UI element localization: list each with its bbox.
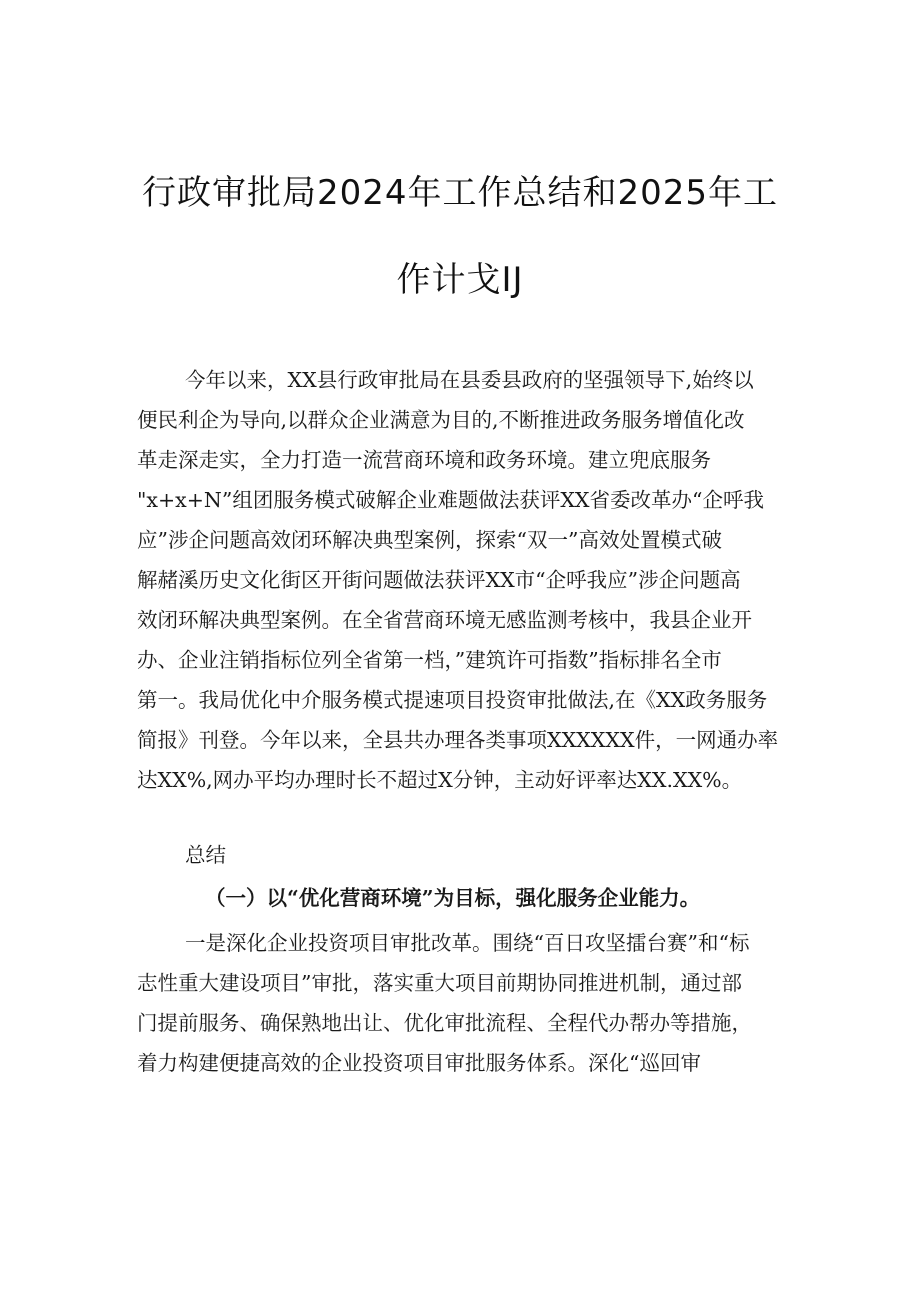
paragraph-1-line: 解赭溪历史文化街区开街问题做法获评XX市“企呼我应”涉企问题高: [137, 568, 741, 592]
paragraph-2-line: 志性重大建设项目”审批，落实重大项目前期协同推进机制，通过部: [137, 971, 742, 995]
paragraph-1-line: 达XX%,网办平均办理时长不超过X分钟，主动好评率达XX.XX%。: [137, 768, 743, 792]
paragraph-1-line: 简报》刊登。今年以来，全县共办理各类事项XXXXXX件，一网通办率: [137, 728, 779, 752]
paragraph-1-line: 应”涉企问题高效闭环解决典型案例，探索“双一”高效处置模式破: [137, 528, 722, 552]
paragraph-2-line: 着力构建便捷高效的企业投资项目审批服务体系。深化“巡回审: [137, 1051, 701, 1075]
paragraph-1-line: 第一。我局优化中介服务模式提速项目投资审批做法,在《XX政务服务: [137, 688, 768, 712]
paragraph-1-line: "x+x+N”组团服务模式破解企业难题做法获评XX省委改革办“企呼我: [137, 488, 764, 512]
section-label: 总结: [185, 843, 226, 867]
paragraph-2-line: 一是深化企业投资项目审批改革。围绕“百日攻坚擂台赛”和“标: [185, 931, 750, 955]
paragraph-1-line: 办、企业注销指标位列全省第一档，”建筑许可指数”指标排名全市: [137, 648, 722, 672]
paragraph-2-line: 门提前服务、确保熟地出让、优化审批流程、全程代办帮办等措施，: [137, 1011, 752, 1035]
section-heading: （一）以“优化营商环境”为目标，强化服务企业能力。: [205, 886, 701, 910]
paragraph-1-line: 今年以来，XX县行政审批局在县委县政府的坚强领导下,始终以: [185, 368, 754, 392]
document-title-line-2: 作计戈IJ: [396, 260, 524, 300]
paragraph-1-line: 便民利企为导向,以群众企业满意为目的,不断推进政务服务增值化改: [137, 408, 745, 432]
document-title-line-1: 行政审批局2024年工作总结和2025年工: [141, 173, 779, 213]
paragraph-1-line: 革走深走实，全力打造一流营商环境和政务环境。建立兜底服务: [137, 448, 711, 472]
paragraph-1-line: 效闭环解决典型案例。在全省营商环境无感监测考核中，我县企业开: [137, 608, 752, 632]
